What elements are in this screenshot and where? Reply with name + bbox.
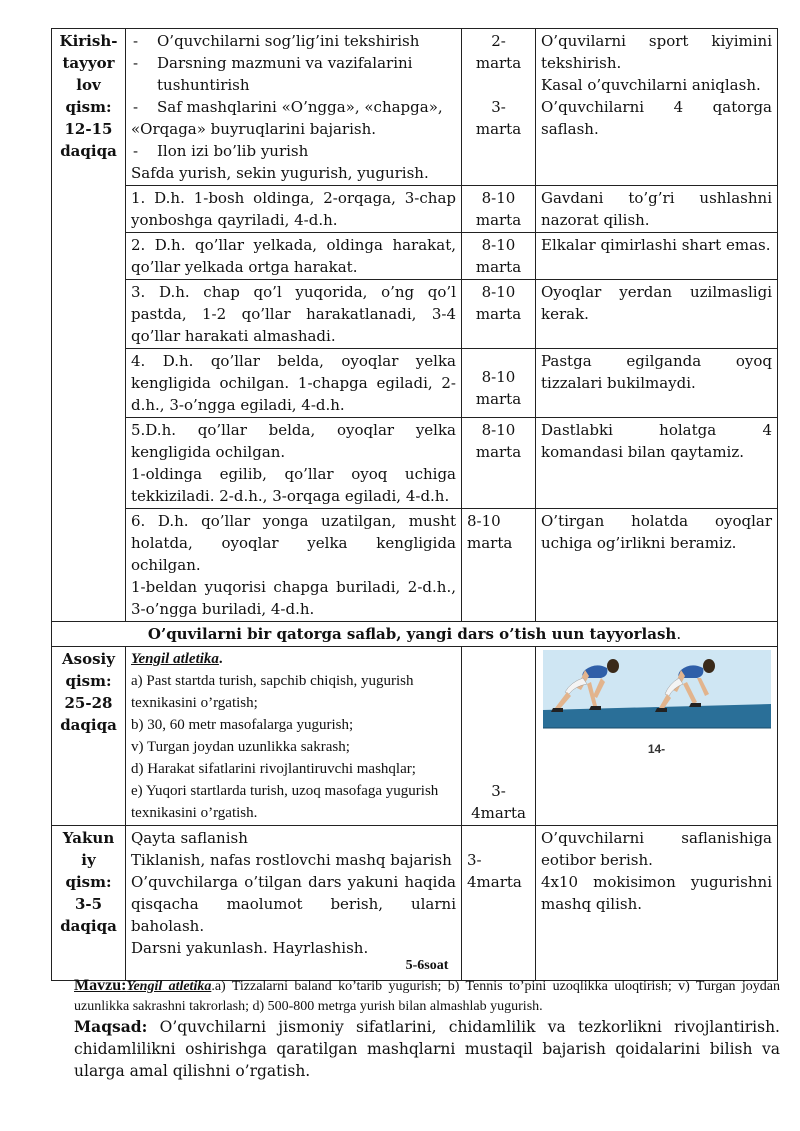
reps-cell [462,418,536,509]
exercise-text: Tiklanish, nafas rostlovchi mashq bajarish [131,851,452,869]
phase-intro-cell [52,29,126,622]
exercise-item: d) Harakat sifatlarini rivojlantiruvchi mashqlar; [131,761,416,777]
table-row [52,280,778,349]
exercise-cell: 3. D.h. chap qo’l yuqorida, o’ng qo’l pastda, 1-2 qo’llar harakatlanadi, 3-4 qo’llar harakati almashadi. [126,280,462,349]
reps-cell [462,29,536,186]
exercise-cell: 2. D.h. qo’llar yelkada, oldinga harakat, qo’llar yelkada ortga harakat. [126,233,462,280]
reps-value: marta [475,443,522,461]
phase-label: qism: [65,873,112,891]
reps-cell [462,280,536,349]
phase-label: iy [81,851,96,869]
note-text: Kasal o’quvchilarni aniqlash. [541,76,761,94]
exercise-cell: 4. D.h. qo’llar belda, oyoqlar yelka kengligida ochilgan. 1-chapga egiladi, 2-d.h., 3-o’ngga egiladi, 4-d.h. [126,349,462,418]
topic-label: Mavzu: [74,977,127,994]
reps-value: 8-10 [481,189,516,207]
illustration-cell [536,647,778,826]
reps-value: marta [475,389,522,408]
phase-duration: daqiqa [60,917,117,935]
illustration-caption: 14- [647,742,666,756]
table-row [52,647,778,826]
exercise-item: - Ilon izi bo’lib yurish [131,140,456,162]
exercise-cell: 1. D.h. 1-bosh oldinga, 2-orqaga, 3-chap yonboshga qayriladi, 4-d.h. [126,186,462,233]
reps-value: marta [467,534,513,552]
reps-value: 2- [491,32,506,50]
exercise-item: - Darsning mazmuni va vazifalarini tushuntirish [131,52,456,96]
reps-value: 8-10 [481,283,516,301]
separator-cell [52,622,778,647]
reps-cell [462,647,536,826]
goal-text: O’quvchilarni jismoniy sifatlarini, chidamlilik va tezkorlikni rivojlantirish. chidamlilikni oshirishga qaratilgan mashqlarni mustaqil bajarish qoidalarini bilish va ularga amal qilishni o’rgatish. [74,1018,780,1080]
exercise-item: Safda yurish, sekin yugurish, yugurish. [131,164,429,182]
goal-paragraph [74,1016,780,1082]
reps-value: 3- [491,98,506,116]
exercise-item: a) Past startda turish, sapchib chiqish, yugurish texnikasini o’rgatish; [131,673,414,711]
reps-value: marta [475,305,522,323]
notes-cell: Pastga egilganda oyoq tizzalari bukilmaydi. [536,349,778,418]
reps-value: 4marta [467,873,522,891]
phase-label: lov [76,76,101,94]
exercise-text: 1-beldan yuqorisi chapga buriladi, 2-d.h., 3-o’ngga buriladi, 4-d.h. [131,578,456,618]
exercise-text: 5.D.h. qo’llar belda, oyoqlar yelka kengligida ochilgan. [131,421,456,461]
phase-duration: 3-5 [74,895,103,913]
phase-label: tayyor [62,54,115,72]
exercise-text: 6. D.h. qo’llar yonga uzatilgan, musht holatda, oyoqlar yelka kengligida ochilgan. [131,512,456,574]
phase-label: Yakun [62,829,115,847]
reps-cell [462,186,536,233]
exercise-title-dot: . [218,651,223,667]
phase-label: Kirish- [59,32,118,50]
separator-punct: . [676,625,682,643]
table-row [52,233,778,280]
note-text: 4x10 mokisimon yugurishni mashq qilish. [541,873,772,913]
phase-label: Asosiy [62,650,115,668]
exercise-text: 1-oldinga egilib, qo’llar oyoq uchiga tekkiziladi. 2-d.h., 3-orqaga egiladi, 4-d.h. [131,465,456,505]
notes-cell [536,29,778,186]
exercise-item: «Orqaga» buyruqlarini bajarish. [131,120,377,138]
table-row [52,622,778,647]
table-row [52,509,778,622]
reps-value: marta [475,54,522,72]
exercise-text: Qayta saflanish [131,829,248,847]
exercise-item: - Saf mashqlarini «O’ngga», «chapga», [131,96,456,118]
table-row [52,349,778,418]
note-text: O’quvilarni sport kiyimini tekshirish. [541,32,772,72]
goal-label: Maqsad: [74,1017,148,1036]
table-row [52,418,778,509]
reps-value: 4marta [471,804,526,822]
exercise-item: - O’quvchilarni sog’lig’ini tekshirish [131,30,456,52]
reps-value: 3- [467,851,482,869]
reps-value: marta [475,211,522,229]
reps-value: 8-10 [481,367,516,386]
phase-label: qism: [65,672,112,690]
reps-value: marta [475,120,522,138]
exercise-cell [126,647,462,826]
notes-cell: Gavdani to’g’ri ushlashni nazorat qilish. [536,186,778,233]
exercise-cell [126,418,462,509]
topic-text: .a) Tizzalarni baland ko’tarib yugurish; b) Tennis to’pini uzoqlikka uloqtirish; v) Turgan joydan uzunlikka sakrashni takrorlash; d) 500-800 metrga yurish bilan almashlab yugurish. [74,979,780,1014]
phase-main-cell [52,647,126,826]
separator-text: O’quvilarni bir qatorga saflab, yangi dars o’tish uun tayyorlash [147,625,677,643]
topic-title: Yengil atletika [126,979,212,994]
notes-cell: Oyoqlar yerdan uzilmasligi kerak. [536,280,778,349]
phase-duration: 25-28 [64,694,113,712]
lesson-plan-table [51,28,778,981]
note-text: O’quvchilarni 4 qatorga saflash. [541,98,772,138]
reps-value: 8-10 [481,421,516,439]
note-text: O’quvchilarni saflanishiga eotibor berish. [541,829,772,869]
reps-cell [462,233,536,280]
exercise-text: O’quvchilarga o’tilgan dars yakuni haqida qisqacha maolumot berish, ularni baholash. [131,873,456,935]
phase-duration: daqiqa [60,716,117,734]
exercise-cell [126,509,462,622]
reps-cell [462,509,536,622]
topic-paragraph [74,976,780,1017]
exercise-cell [126,29,462,186]
phase-label: qism: [65,98,112,116]
table-row [52,29,778,186]
reps-cell [462,349,536,418]
reps-value: 3- [491,782,506,800]
phase-duration: 12-15 [64,120,113,138]
exercise-item: v) Turgan joydan uzunlikka sakrash; [131,739,350,755]
notes-cell: O’tirgan holatda oyoqlar uchiga og’irlikni beramiz. [536,509,778,622]
phase-duration: daqiqa [60,142,117,160]
notes-cell: Dastlabki holatga 4 komandasi bilan qaytamiz. [536,418,778,509]
reps-value: 8-10 [467,512,501,530]
reps-value: 8-10 [481,236,516,254]
table-row [52,186,778,233]
exercise-title: Yengil atletika [131,651,219,667]
lesson-hours: 5-6soat [405,958,449,973]
reps-value: marta [475,258,522,276]
notes-cell: Elkalar qimirlashi shart emas. [536,233,778,280]
exercise-item: b) 30, 60 metr masofalarga yugurish; [131,717,354,733]
exercise-item: e) Yuqori startlarda turish, uzoq masofaga yugurish texnikasini o’rgatish. [131,783,439,821]
exercise-text: Darsni yakunlash. Hayrlashish. [131,939,369,957]
